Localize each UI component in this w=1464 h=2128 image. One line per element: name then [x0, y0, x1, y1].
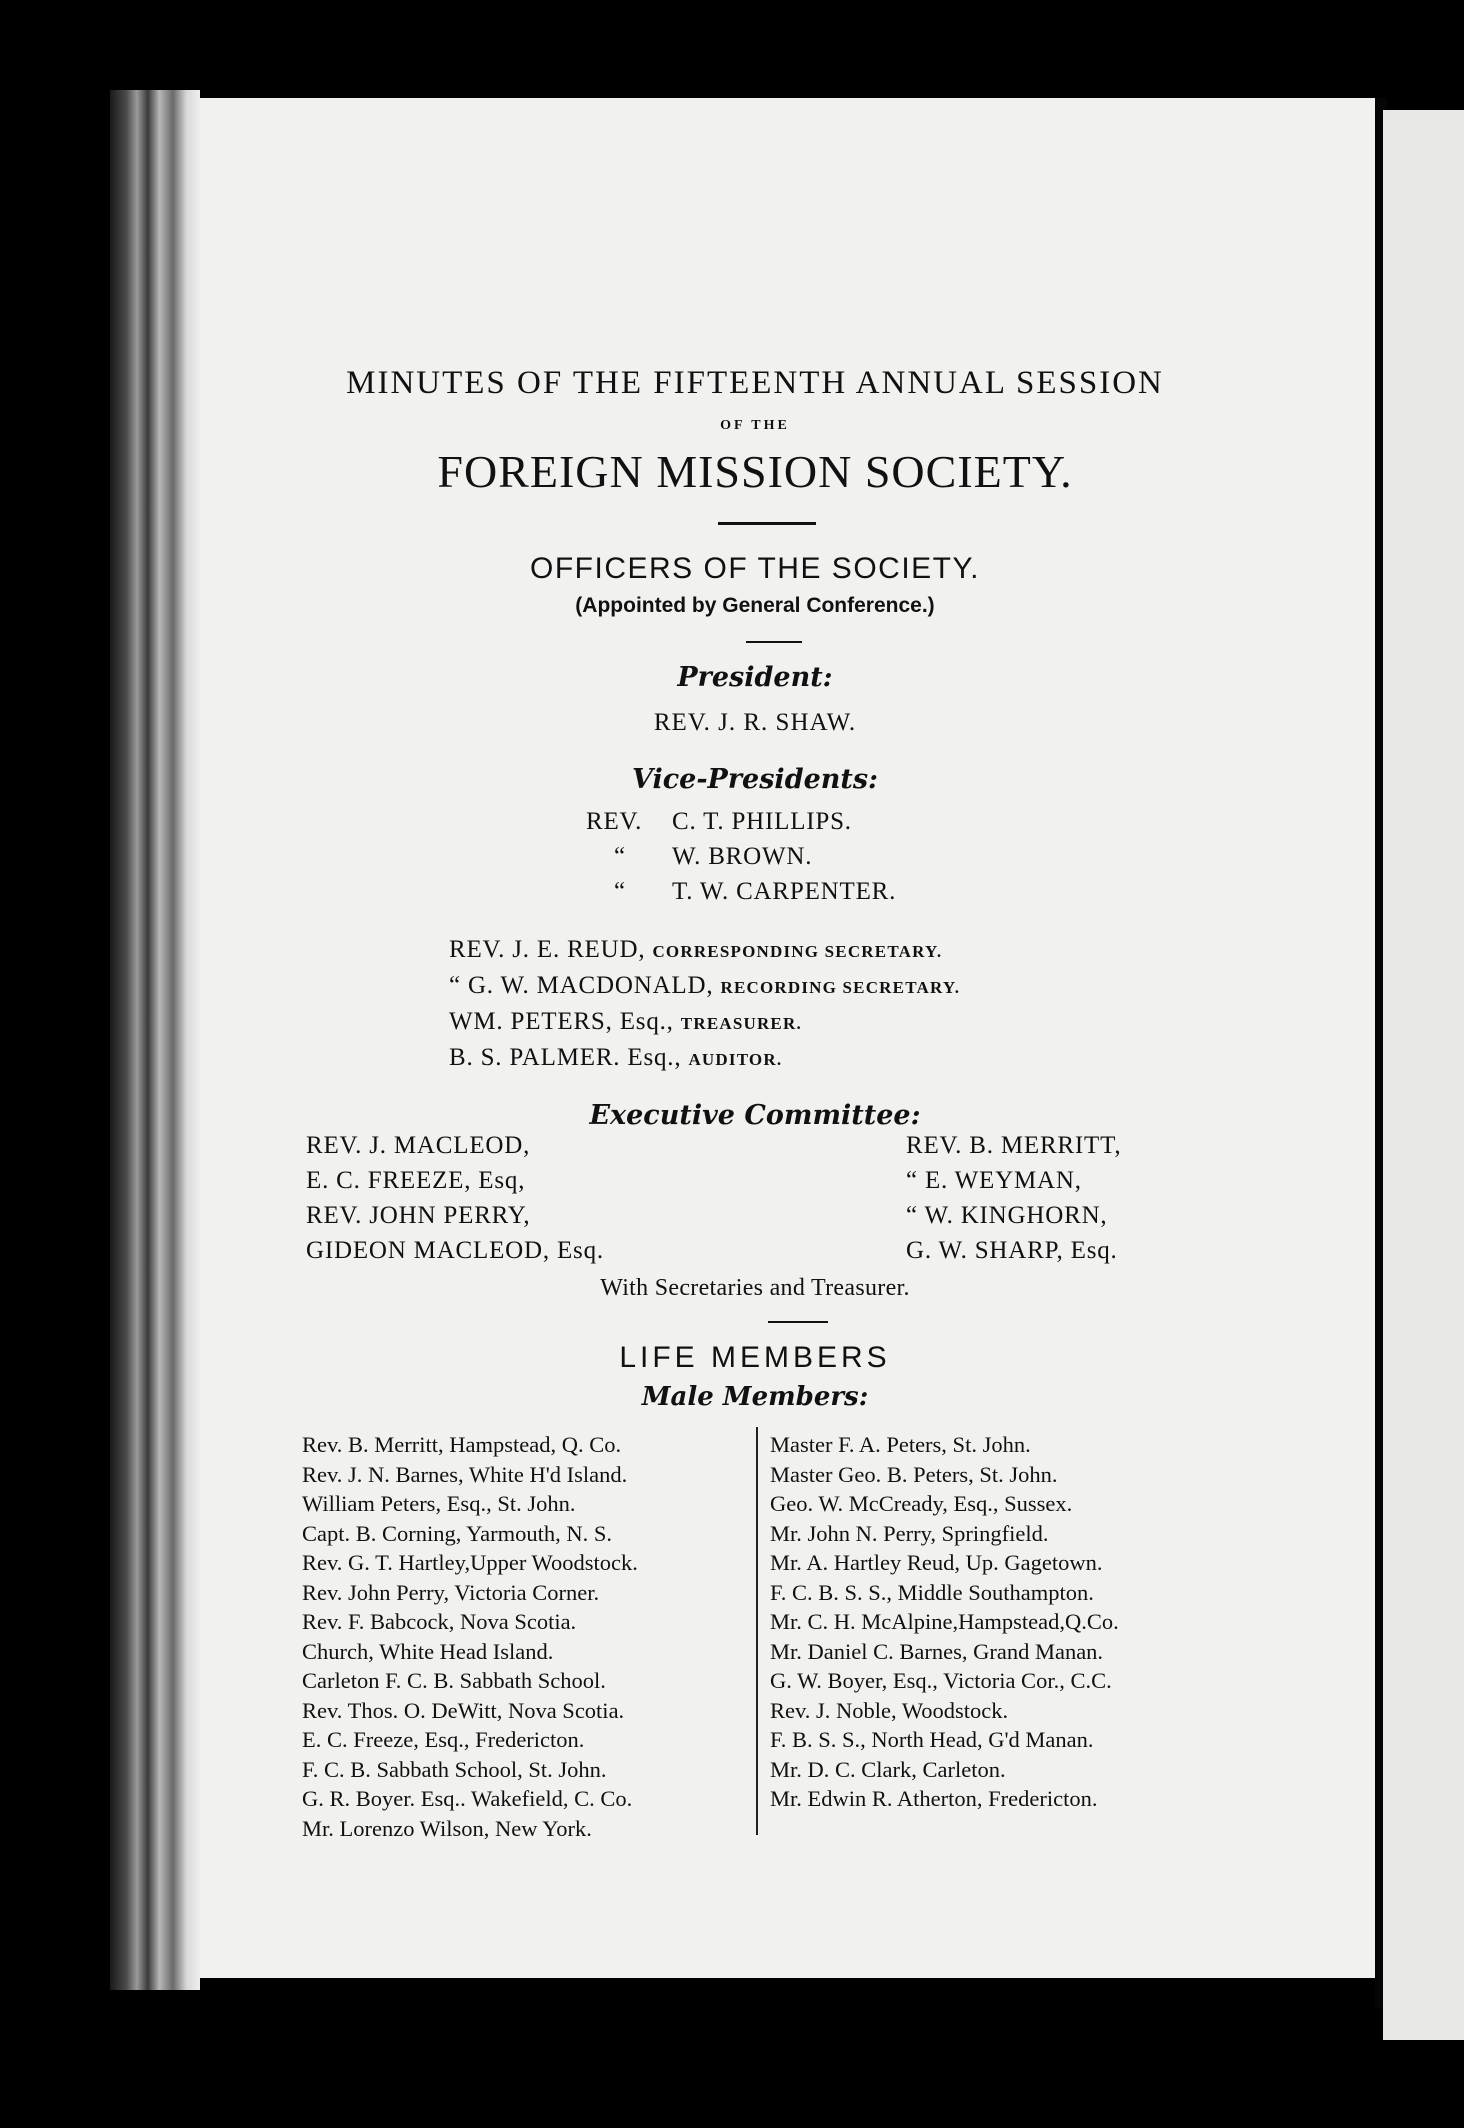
vice-president-1-prefix: REV.	[586, 808, 643, 835]
executive-member: REV. JOHN PERRY,	[306, 1202, 531, 1229]
officers-subheading: (Appointed by General Conference.)	[575, 594, 935, 617]
officers-rule	[746, 641, 802, 643]
vice-president-2	[614, 843, 812, 871]
executive-member: G. W. SHARP, Esq.	[906, 1237, 1118, 1264]
life-members-right-column	[770, 1430, 1119, 1814]
life-members-left-column	[302, 1430, 638, 1843]
list-item: F. B. S. S., North Head, G'd Manan.	[770, 1727, 1094, 1752]
executive-rule	[768, 1321, 828, 1323]
vice-president-3-prefix: “	[614, 878, 626, 905]
executive-note: With Secretaries and Treasurer.	[600, 1275, 910, 1301]
list-item: Master Geo. B. Peters, St. John.	[770, 1461, 1058, 1487]
auditor-role: AUDITOR.	[688, 1050, 783, 1069]
list-item: Rev. John Perry, Victoria Corner.	[302, 1579, 600, 1605]
male-members-heading: Male Members:	[641, 1382, 869, 1412]
officers-heading: OFFICERS OF THE SOCIETY.	[530, 552, 980, 585]
title-rule	[718, 522, 816, 525]
list-item: F. C. B. S. S., Middle Southampton.	[770, 1579, 1094, 1605]
corresponding-secretary	[449, 936, 942, 964]
list-item: Mr. John N. Perry, Springfield.	[770, 1520, 1049, 1546]
vice-president-2-name: W. BROWN.	[672, 843, 813, 870]
vice-president-3	[614, 878, 896, 906]
list-item: G. R. Boyer. Esq.. Wakefield, C. Co.	[302, 1786, 633, 1811]
list-item: Church, White Head Island.	[302, 1638, 554, 1664]
vice-president-1	[586, 808, 852, 836]
list-item: Mr. A. Hartley Reud, Up. Gagetown.	[770, 1550, 1103, 1575]
executive-left-column	[306, 1128, 604, 1268]
list-item: Rev. G. T. Hartley,Upper Woodstock.	[302, 1550, 638, 1575]
list-item: Rev. F. Babcock, Nova Scotia.	[302, 1609, 577, 1634]
of-the-label: OF THE	[720, 418, 790, 433]
recording-secretary	[449, 972, 960, 1000]
executive-member: REV. B. MERRITT,	[906, 1132, 1122, 1159]
corresponding-secretary-name: REV. J. E. REUD,	[449, 936, 646, 963]
auditor-name: B. S. PALMER. Esq.,	[449, 1044, 682, 1071]
vice-presidents-heading: Vice-Presidents:	[631, 764, 879, 795]
executive-member: REV. J. MACLEOD,	[306, 1132, 531, 1159]
column-divider	[756, 1427, 758, 1835]
list-item: Mr. Lorenzo Wilson, New York.	[302, 1815, 592, 1841]
list-item: Rev. Thos. O. DeWitt, Nova Scotia.	[302, 1697, 625, 1723]
list-item: Carleton F. C. B. Sabbath School.	[302, 1668, 606, 1693]
corresponding-secretary-role: CORRESPONDING SECRETARY.	[652, 942, 943, 961]
treasurer-role: TREASURER.	[680, 1014, 802, 1033]
auditor	[449, 1044, 782, 1072]
president-heading: President:	[677, 662, 833, 693]
book-binding-edge	[110, 90, 200, 1990]
society-title: FOREIGN MISSION SOCIETY.	[437, 446, 1073, 497]
executive-right-column	[906, 1128, 1121, 1268]
list-item: Rev. J. Noble, Woodstock.	[770, 1697, 1009, 1723]
executive-member: E. C. FREEZE, Esq,	[306, 1167, 526, 1194]
executive-member: “ E. WEYMAN,	[906, 1167, 1082, 1194]
vice-president-2-prefix: “	[614, 843, 626, 870]
list-item: William Peters, Esq., St. John.	[302, 1491, 576, 1516]
executive-member: “ W. KINGHORN,	[906, 1202, 1108, 1229]
executive-member: GIDEON MACLEOD, Esq.	[306, 1237, 604, 1264]
life-members-heading: LIFE MEMBERS	[619, 1341, 891, 1374]
list-item: Rev. J. N. Barnes, White H'd Island.	[302, 1461, 628, 1487]
list-item: E. C. Freeze, Esq., Fredericton.	[302, 1727, 585, 1752]
list-item: Mr. Daniel C. Barnes, Grand Manan.	[770, 1638, 1104, 1664]
list-item: Rev. B. Merritt, Hampstead, Q. Co.	[302, 1432, 622, 1457]
list-item: G. W. Boyer, Esq., Victoria Cor., C.C.	[770, 1668, 1112, 1693]
minutes-title: MINUTES OF THE FIFTEENTH ANNUAL SESSION	[346, 365, 1164, 401]
list-item: Mr. C. H. McAlpine,Hampstead,Q.Co.	[770, 1609, 1119, 1634]
treasurer	[449, 1008, 802, 1036]
executive-committee-heading: Executive Committee:	[589, 1100, 921, 1131]
list-item: Mr. D. C. Clark, Carleton.	[770, 1756, 1006, 1782]
list-item: Capt. B. Corning, Yarmouth, N. S.	[302, 1520, 613, 1546]
list-item: Geo. W. McCready, Esq., Sussex.	[770, 1491, 1073, 1516]
recording-secretary-role: RECORDING SECRETARY.	[720, 978, 961, 997]
recording-secretary-name: “ G. W. MACDONALD,	[449, 972, 714, 999]
list-item: Mr. Edwin R. Atherton, Fredericton.	[770, 1786, 1098, 1811]
vice-president-3-name: T. W. CARPENTER.	[672, 878, 897, 905]
list-item: F. C. B. Sabbath School, St. John.	[302, 1756, 607, 1782]
treasurer-name: WM. PETERS, Esq.,	[449, 1008, 674, 1035]
list-item: Master F. A. Peters, St. John.	[770, 1432, 1031, 1457]
president-name: REV. J. R. SHAW.	[653, 709, 857, 736]
vice-president-1-name: C. T. PHILLIPS.	[672, 808, 852, 835]
facing-page-edge	[1383, 110, 1464, 2040]
